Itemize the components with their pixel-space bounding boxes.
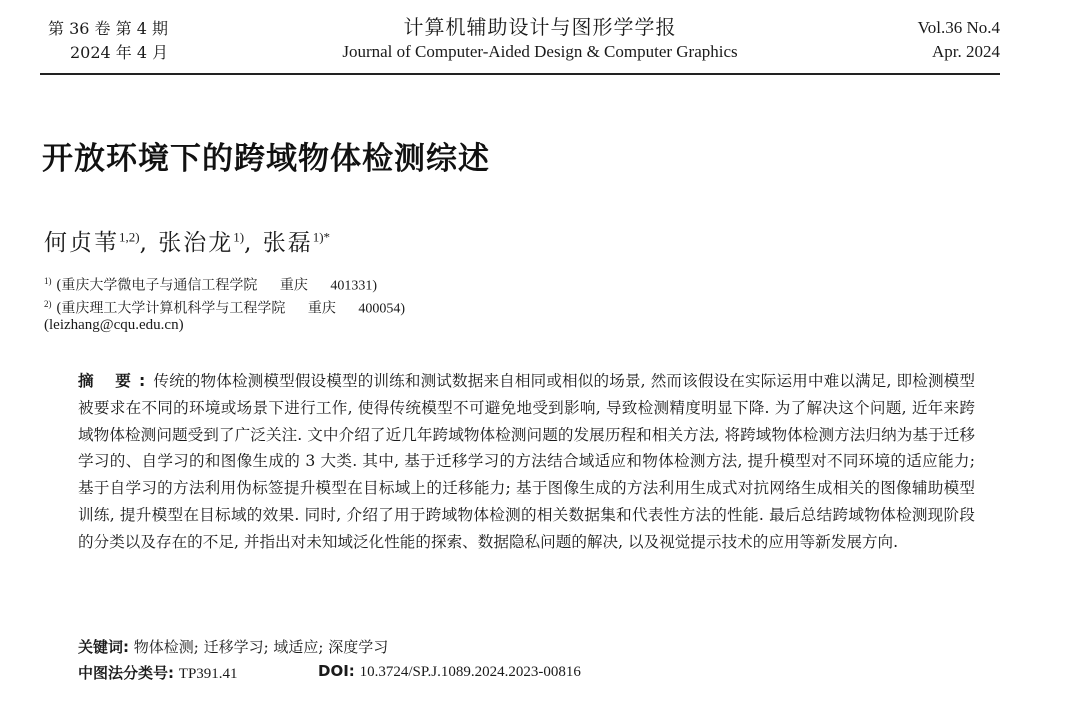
author-name: 张治龙: [158, 230, 234, 256]
author-separator: ,: [244, 230, 263, 256]
abstract-text: 传统的物体检测模型假设模型的训练和测试数据来自相同或相似的场景, 然而该假设在实际运用中难以满足, 即检测模型被要求在不同的环境或场景下进行工作, 使得传统模型不可避免地受到影响, 导致检测精度明显下降. 为了解决这个问题, 近年来跨域物体检测问题受到了广泛关注. 文中介绍了近几年跨域物体检测问题的发展历程和相关方法, 将跨域物体检测方法归纳为基于迁移学习的、自学习的和图像生成的 3 大类. 其中, 基于迁移学习的方法结合域适应和物体检测方法, 提升模型对不同环境的适应能力; 基于自学习的方法利用伪标签提升模型在目标域上的迁移能力; 基于图像生成的方法利用生成式对抗网络生成相关的图像辅助模型训练, 提升模型在目标域的效果. 同时, 介绍了用于跨域物体检测的相关数据集和代表性方法的性能. 最后总结跨域物体检测现阶段的分类以及存在的不足, 并指出对未知域泛化性能的探索、数据隐私问题的解决, 以及视觉提示技术的应用等新发展方向.: [78, 372, 975, 551]
date-en: Apr. 2024: [932, 42, 1000, 61]
clc-label: 中图法分类号:: [78, 664, 174, 682]
affiliation-marker: 1): [44, 276, 52, 286]
author-list: [44, 224, 330, 257]
clc-value: TP391.41: [178, 666, 238, 682]
abstract: [78, 368, 975, 556]
journal-title-cn: 计算机辅助设计与图形学学报: [403, 15, 677, 39]
affiliation-2: [44, 294, 405, 320]
journal-issue-en: [918, 16, 1000, 64]
author-name: 何贞苇: [44, 230, 119, 256]
doi-value: 10.3724/SP.J.1089.2024.2023-00816: [359, 664, 581, 680]
classification-line: [78, 662, 581, 683]
contact-email: (leizhang@cqu.edu.cn): [44, 317, 184, 333]
header-rule: [40, 73, 1000, 75]
affiliation-postcode: 401331): [330, 278, 377, 294]
affiliation-city: 重庆: [279, 277, 308, 294]
abstract-label: 摘 要:: [78, 372, 154, 390]
affiliation-city: 重庆: [307, 300, 336, 317]
doi: [318, 662, 581, 681]
author-affiliation-marker: 1): [233, 229, 245, 245]
date-cn: 2024 年 4 月: [70, 43, 169, 62]
keywords: [78, 636, 388, 657]
author-affiliation-marker: 1,2): [119, 229, 140, 245]
doi-label: DOI:: [318, 662, 355, 680]
author-affiliation-marker: 1)*: [312, 229, 331, 245]
keywords-text: 物体检测; 迁移学习; 域适应; 深度学习: [133, 638, 389, 656]
affiliation-1: [44, 271, 377, 297]
volume-issue-en: Vol.36 No.4: [917, 18, 1000, 37]
paper-title: 开放环境下的跨域物体检测综述: [42, 141, 490, 177]
affiliation-text: (重庆理工大学计算机科学与工程学院: [55, 300, 286, 317]
author-name: 张磊: [262, 230, 313, 256]
affiliation-marker: 2): [44, 299, 52, 309]
affiliation-postcode: 400054): [358, 301, 405, 317]
journal-title-en: Journal of Computer-Aided Design & Computer Graphics: [342, 42, 738, 61]
keywords-label: 关键词:: [78, 638, 129, 656]
affiliation-text: (重庆大学微电子与通信工程学院: [55, 277, 258, 294]
author-separator: ,: [139, 230, 159, 256]
volume-issue-cn: 第 36 卷 第 4 期: [48, 19, 168, 38]
